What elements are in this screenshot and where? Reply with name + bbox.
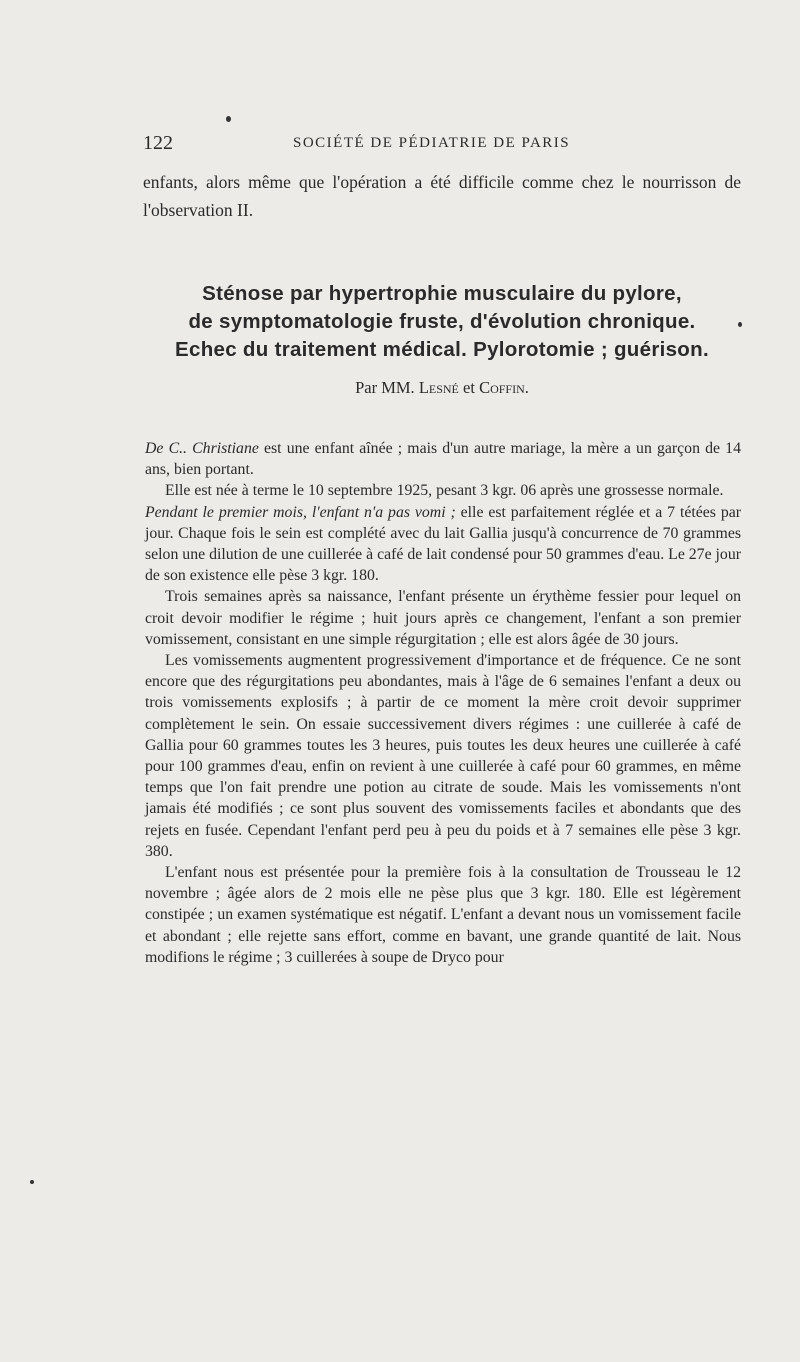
patient-name: De C.. Christiane — [145, 440, 259, 457]
ink-speck — [226, 116, 231, 122]
page-number: 122 — [143, 132, 173, 154]
byline-joiner: et — [463, 378, 475, 397]
paragraph-text: elle est parfaitement réglée et a 7 tétées par jour. Chaque fois le sein est complété avec du lait Gallia jusqu'à concurrence de 70 grammes selon une dilution de une cuillerée à café de lait condensé pour 50 grammes d'eau. Le 27e jour de son existence elle pèse 3 kgr. 180. — [145, 503, 742, 585]
article-body — [145, 438, 741, 968]
running-title: SOCIÉTÉ DE PÉDIATRIE DE PARIS — [293, 135, 571, 151]
article-title — [143, 280, 741, 364]
body-paragraph: Elle est née à terme le 10 septembre 1925, pesant 3 kgr. 06 après une grossesse normale. — [165, 482, 724, 500]
body-paragraph: Trois semaines après sa naissance, l'enfant présente un érythème fessier pour lequel on croit devoir modifier le régime ; huit jours après ce changement, l'enfant a son premier vomissement, consistant en une simple régurgitation ; elle est alors âgée de 30 jours. — [145, 588, 741, 648]
body-paragraph — [145, 502, 741, 587]
author-name: Lesné — [418, 378, 459, 397]
paragraph-text: est une enfant aînée ; mais d'un autre mariage, la mère a un garçon de 14 ans, bien portant. — [145, 440, 741, 479]
title-line: Echec du traitement médical. Pylorotomie ; guérison. — [175, 338, 709, 361]
page-header — [143, 132, 743, 156]
byline-prefix: Par MM. — [355, 378, 415, 397]
intro-paragraph: enfants, alors même que l'opération a été difficile comme chez le nourrisson de l'observation II. — [143, 172, 741, 220]
byline — [143, 378, 741, 398]
title-line: de symptomatologie fruste, d'évolution chronique. — [188, 310, 696, 333]
body-paragraph: Les vomissements augmentent progressivement d'importance et de fréquence. Ce ne sont encore que des régurgitations peu abondantes, mais à l'âge de 6 semaines l'enfant a deux ou trois vomissements explosifs ; à partir de ce moment la mère croit devoir supprimer complètement le sein. On essaie successivement divers régimes : une cuillerée à café de Gallia pour 60 grammes toutes les 3 heures, puis toutes les deux heures une cuillerée à café pour 100 grammes d'eau, enfin on revient à une cuillerée à café pour 60 grammes, en même temps que l'on fait prendre une potion au citrate de soude. Mais les vomissements n'ont jamais été modifiés ; ce sont plus souvent des vomissements faciles et abondants que des rejets en fusée. Cependant l'enfant perd peu à peu du poids et à 7 semaines elle pèse 3 kgr. 380. — [145, 652, 741, 860]
author-name: Coffin. — [479, 378, 529, 397]
body-paragraph: L'enfant nous est présentée pour la première fois à la consultation de Trousseau le 12 novembre ; âgée alors de 2 mois elle ne pèse plus que 3 kgr. 180. Elle est légèrement constipée ; un examen systématique est négatif. L'enfant a devant nous un vomissement facile et abondant ; elle rejette sans effort, comme en bavant, une grande quantité de lait. Nous modifions le régime ; 3 cuillerées à soupe de Dryco pour — [145, 864, 741, 966]
ink-speck — [30, 1180, 34, 1184]
emphasis-text: Pendant le premier mois, l'enfant n'a pas vomi ; — [145, 503, 456, 521]
title-line: Sténose par hypertrophie musculaire du pylore, — [202, 282, 682, 305]
body-paragraph — [145, 438, 741, 480]
